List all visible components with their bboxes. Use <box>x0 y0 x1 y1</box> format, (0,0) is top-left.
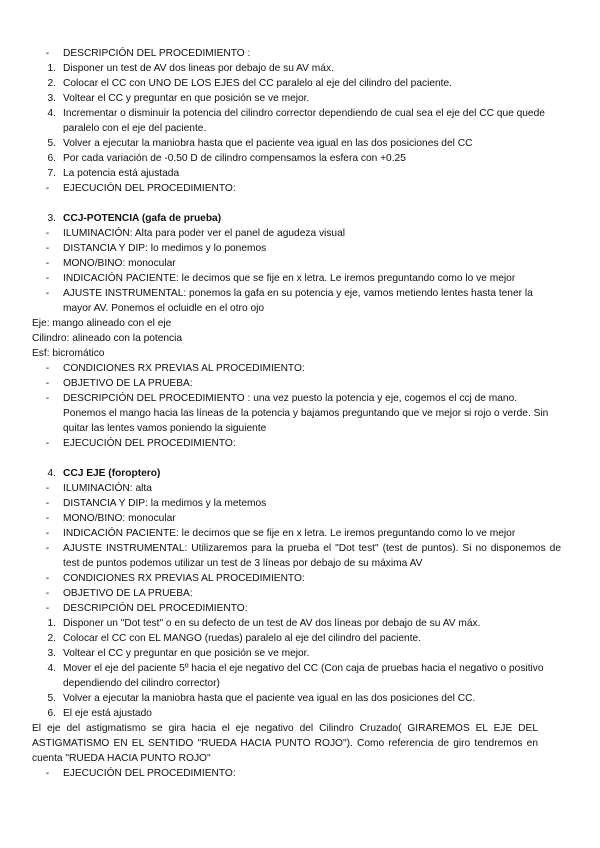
list-marker: - <box>45 363 50 374</box>
paragraph: Esf: bicromático <box>32 348 105 359</box>
numbered-list-item <box>0 631 600 646</box>
numbered-list-item <box>0 91 600 106</box>
list-marker: - <box>45 528 50 539</box>
list-text: Voltear el CC y preguntar en que posición se ve mejor. <box>63 648 310 659</box>
dash-list-item <box>0 256 600 271</box>
numbered-list-item <box>0 136 600 151</box>
list-marker: 5. <box>47 138 56 149</box>
dash-list-item <box>0 511 600 526</box>
list-marker: - <box>45 573 50 584</box>
list-text: AJUSTE INSTRUMENTAL: Utilizaremos para la prueba el "Dot test" (test de puntos). Si no disponemos de test de puntos podemos utilizar un test de 3 líneas por debajo de su máxima AV <box>63 543 561 569</box>
blank-line <box>0 196 600 211</box>
numbered-list-item <box>0 166 600 181</box>
list-marker: - <box>45 543 50 554</box>
dash-list-item <box>0 241 600 256</box>
list-marker: - <box>45 228 50 239</box>
list-marker: 4. <box>47 663 56 674</box>
list-marker: 4. <box>47 108 56 119</box>
list-text: DISTANCIA Y DIP: la medimos y la metemos <box>63 498 267 509</box>
list-marker: - <box>45 243 50 254</box>
list-text: Volver a ejecutar la maniobra hasta que el paciente vea igual en las dos posiciones del CC. <box>63 693 476 704</box>
dash-list-item <box>0 481 600 496</box>
list-marker: 4. <box>47 468 56 479</box>
list-text: La potencia está ajustada <box>63 168 180 179</box>
document-page <box>0 46 600 781</box>
list-marker: 2. <box>47 78 56 89</box>
list-text: Incrementar o disminuir la potencia del cilindro corrector dependiendo de cual sea el eje del CC que quede paralelo con el eje del paciente. <box>63 108 545 134</box>
dash-list-item <box>0 766 600 781</box>
list-marker: 3. <box>47 213 56 224</box>
list-marker: 6. <box>47 708 56 719</box>
numbered-list-item <box>0 61 600 76</box>
list-text: EJECUCIÓN DEL PROCEDIMIENTO: <box>63 183 236 194</box>
numbered-list-item <box>0 706 600 721</box>
list-marker: - <box>45 483 50 494</box>
numbered-list-item <box>0 151 600 166</box>
dash-list-item <box>0 571 600 586</box>
list-text: ILUMINACIÓN: Alta para poder ver el panel de agudeza visual <box>63 228 346 239</box>
list-text: INDICACIÓN PACIENTE: le decimos que se fije en x letra. Le iremos preguntando como lo ve mejor <box>63 528 516 539</box>
list-text: Colocar el CC con UNO DE LOS EJES del CC paralelo al eje del cilindro del paciente. <box>63 78 453 89</box>
list-text: DESCRIPCIÓN DEL PROCEDIMIENTO : una vez puesto la potencia y eje, cogemos el ccj de mano. Ponemos el mango hacia las líneas de la potencia y bajamos preguntando que ve mejor si rojo o verde. Sin quitar las lentes vamos poniendo la siguiente <box>63 393 549 434</box>
list-marker: - <box>45 393 50 404</box>
list-text: Voltear el CC y preguntar en que posición se ve mejor. <box>63 93 310 104</box>
list-text: Mover el eje del paciente 5º hacia el eje negativo del CC (Con caja de pruebas hacia el negativo o positivo dependiendo del cilindro corrector) <box>63 663 544 689</box>
paragraph: El eje del astigmatismo se gira hacia el eje negativo del Cilindro Cruzado( GIRAREMOS EL EJE DEL ASTIGMATISMO EN EL SENTIDO "RUEDA HACIA PUNTO ROJO"). Como referencia de giro tendremos en cuenta "RUEDA HACIA PUNTO ROJO" <box>32 723 538 764</box>
list-marker: 3. <box>47 648 56 659</box>
numbered-list-item <box>0 616 600 631</box>
paragraph: Eje: mango alineado con el eje <box>32 318 172 329</box>
list-text: OBJETIVO DE LA PRUEBA: <box>63 588 193 599</box>
list-marker: - <box>45 768 50 779</box>
list-marker: - <box>45 258 50 269</box>
dash-list-item <box>0 286 600 316</box>
list-marker: 5. <box>47 693 56 704</box>
dash-list-item <box>0 436 600 451</box>
list-text: MONO/BINO: monocular <box>63 513 176 524</box>
list-text: EJECUCIÓN DEL PROCEDIMIENTO: <box>63 438 236 449</box>
section-heading <box>0 466 600 481</box>
blank-line <box>0 451 600 466</box>
list-marker: 3. <box>47 93 56 104</box>
list-text: Volver a ejecutar la maniobra hasta que el paciente vea igual en las dos posiciones del CC <box>63 138 473 149</box>
list-text: DISTANCIA Y DIP: lo medimos y lo ponemos <box>63 243 267 254</box>
dash-list-item <box>0 586 600 601</box>
list-marker: 2. <box>47 633 56 644</box>
section-heading <box>0 211 600 226</box>
list-text: DESCRIPCIÓN DEL PROCEDIMIENTO: <box>63 603 248 614</box>
list-marker: 6. <box>47 153 56 164</box>
list-text: Disponer un "Dot test" o en su defecto de un test de AV dos líneas por debajo de su AV máx. <box>63 618 481 629</box>
dash-list-item <box>0 46 600 61</box>
list-text: CCJ-POTENCIA (gafa de prueba) <box>63 213 222 224</box>
list-text: Por cada variación de -0.50 D de cilindro compensamos la esfera con +0.25 <box>63 153 406 164</box>
numbered-list-item <box>0 76 600 91</box>
numbered-list-item <box>0 106 600 136</box>
dash-list-item <box>0 376 600 391</box>
list-marker: 1. <box>47 63 56 74</box>
list-text: CONDICIONES RX PREVIAS AL PROCEDIMIENTO: <box>63 363 305 374</box>
numbered-list-item <box>0 661 600 691</box>
list-text: MONO/BINO: monocular <box>63 258 176 269</box>
list-text: EJECUCIÓN DEL PROCEDIMIENTO: <box>63 768 236 779</box>
list-text: OBJETIVO DE LA PRUEBA: <box>63 378 193 389</box>
dash-list-item <box>0 226 600 241</box>
list-marker: - <box>45 183 50 194</box>
list-marker: - <box>45 48 50 59</box>
list-marker: - <box>45 273 50 284</box>
list-text: Colocar el CC con EL MANGO (ruedas) paralelo al eje del cilindro del paciente. <box>63 633 422 644</box>
list-text: DESCRIPCIÓN DEL PROCEDIMIENTO : <box>63 48 251 59</box>
dash-list-item <box>0 541 600 571</box>
list-marker: - <box>45 588 50 599</box>
list-marker: - <box>45 378 50 389</box>
list-text: CCJ EJE (foroptero) <box>63 468 161 479</box>
list-text: ILUMINACIÓN: alta <box>63 483 152 494</box>
list-marker: - <box>45 513 50 524</box>
dash-list-item <box>0 181 600 196</box>
dash-list-item <box>0 391 600 436</box>
list-marker: - <box>45 498 50 509</box>
dash-list-item <box>0 526 600 541</box>
list-text: Disponer un test de AV dos lineas por debajo de su AV máx. <box>63 63 334 74</box>
numbered-list-item <box>0 691 600 706</box>
paragraph: Cilindro: alineado con la potencia <box>32 333 183 344</box>
list-text: AJUSTE INSTRUMENTAL: ponemos la gafa en su potencia y eje, vamos metiendo lentes hasta tener la mayor AV. Ponemos el ocluidle en el otro ojo <box>63 288 533 314</box>
numbered-list-item <box>0 646 600 661</box>
list-text: CONDICIONES RX PREVIAS AL PROCEDIMIENTO: <box>63 573 305 584</box>
list-text: INDICACIÓN PACIENTE: le decimos que se fije en x letra. Le iremos preguntando como lo ve mejor <box>63 273 516 284</box>
dash-list-item <box>0 271 600 286</box>
list-marker: - <box>45 288 50 299</box>
list-text: El eje está ajustado <box>63 708 152 719</box>
dash-list-item <box>0 496 600 511</box>
dash-list-item <box>0 601 600 616</box>
list-marker: - <box>45 438 50 449</box>
list-marker: 7. <box>47 168 56 179</box>
list-marker: 1. <box>47 618 56 629</box>
list-marker: - <box>45 603 50 614</box>
dash-list-item <box>0 361 600 376</box>
